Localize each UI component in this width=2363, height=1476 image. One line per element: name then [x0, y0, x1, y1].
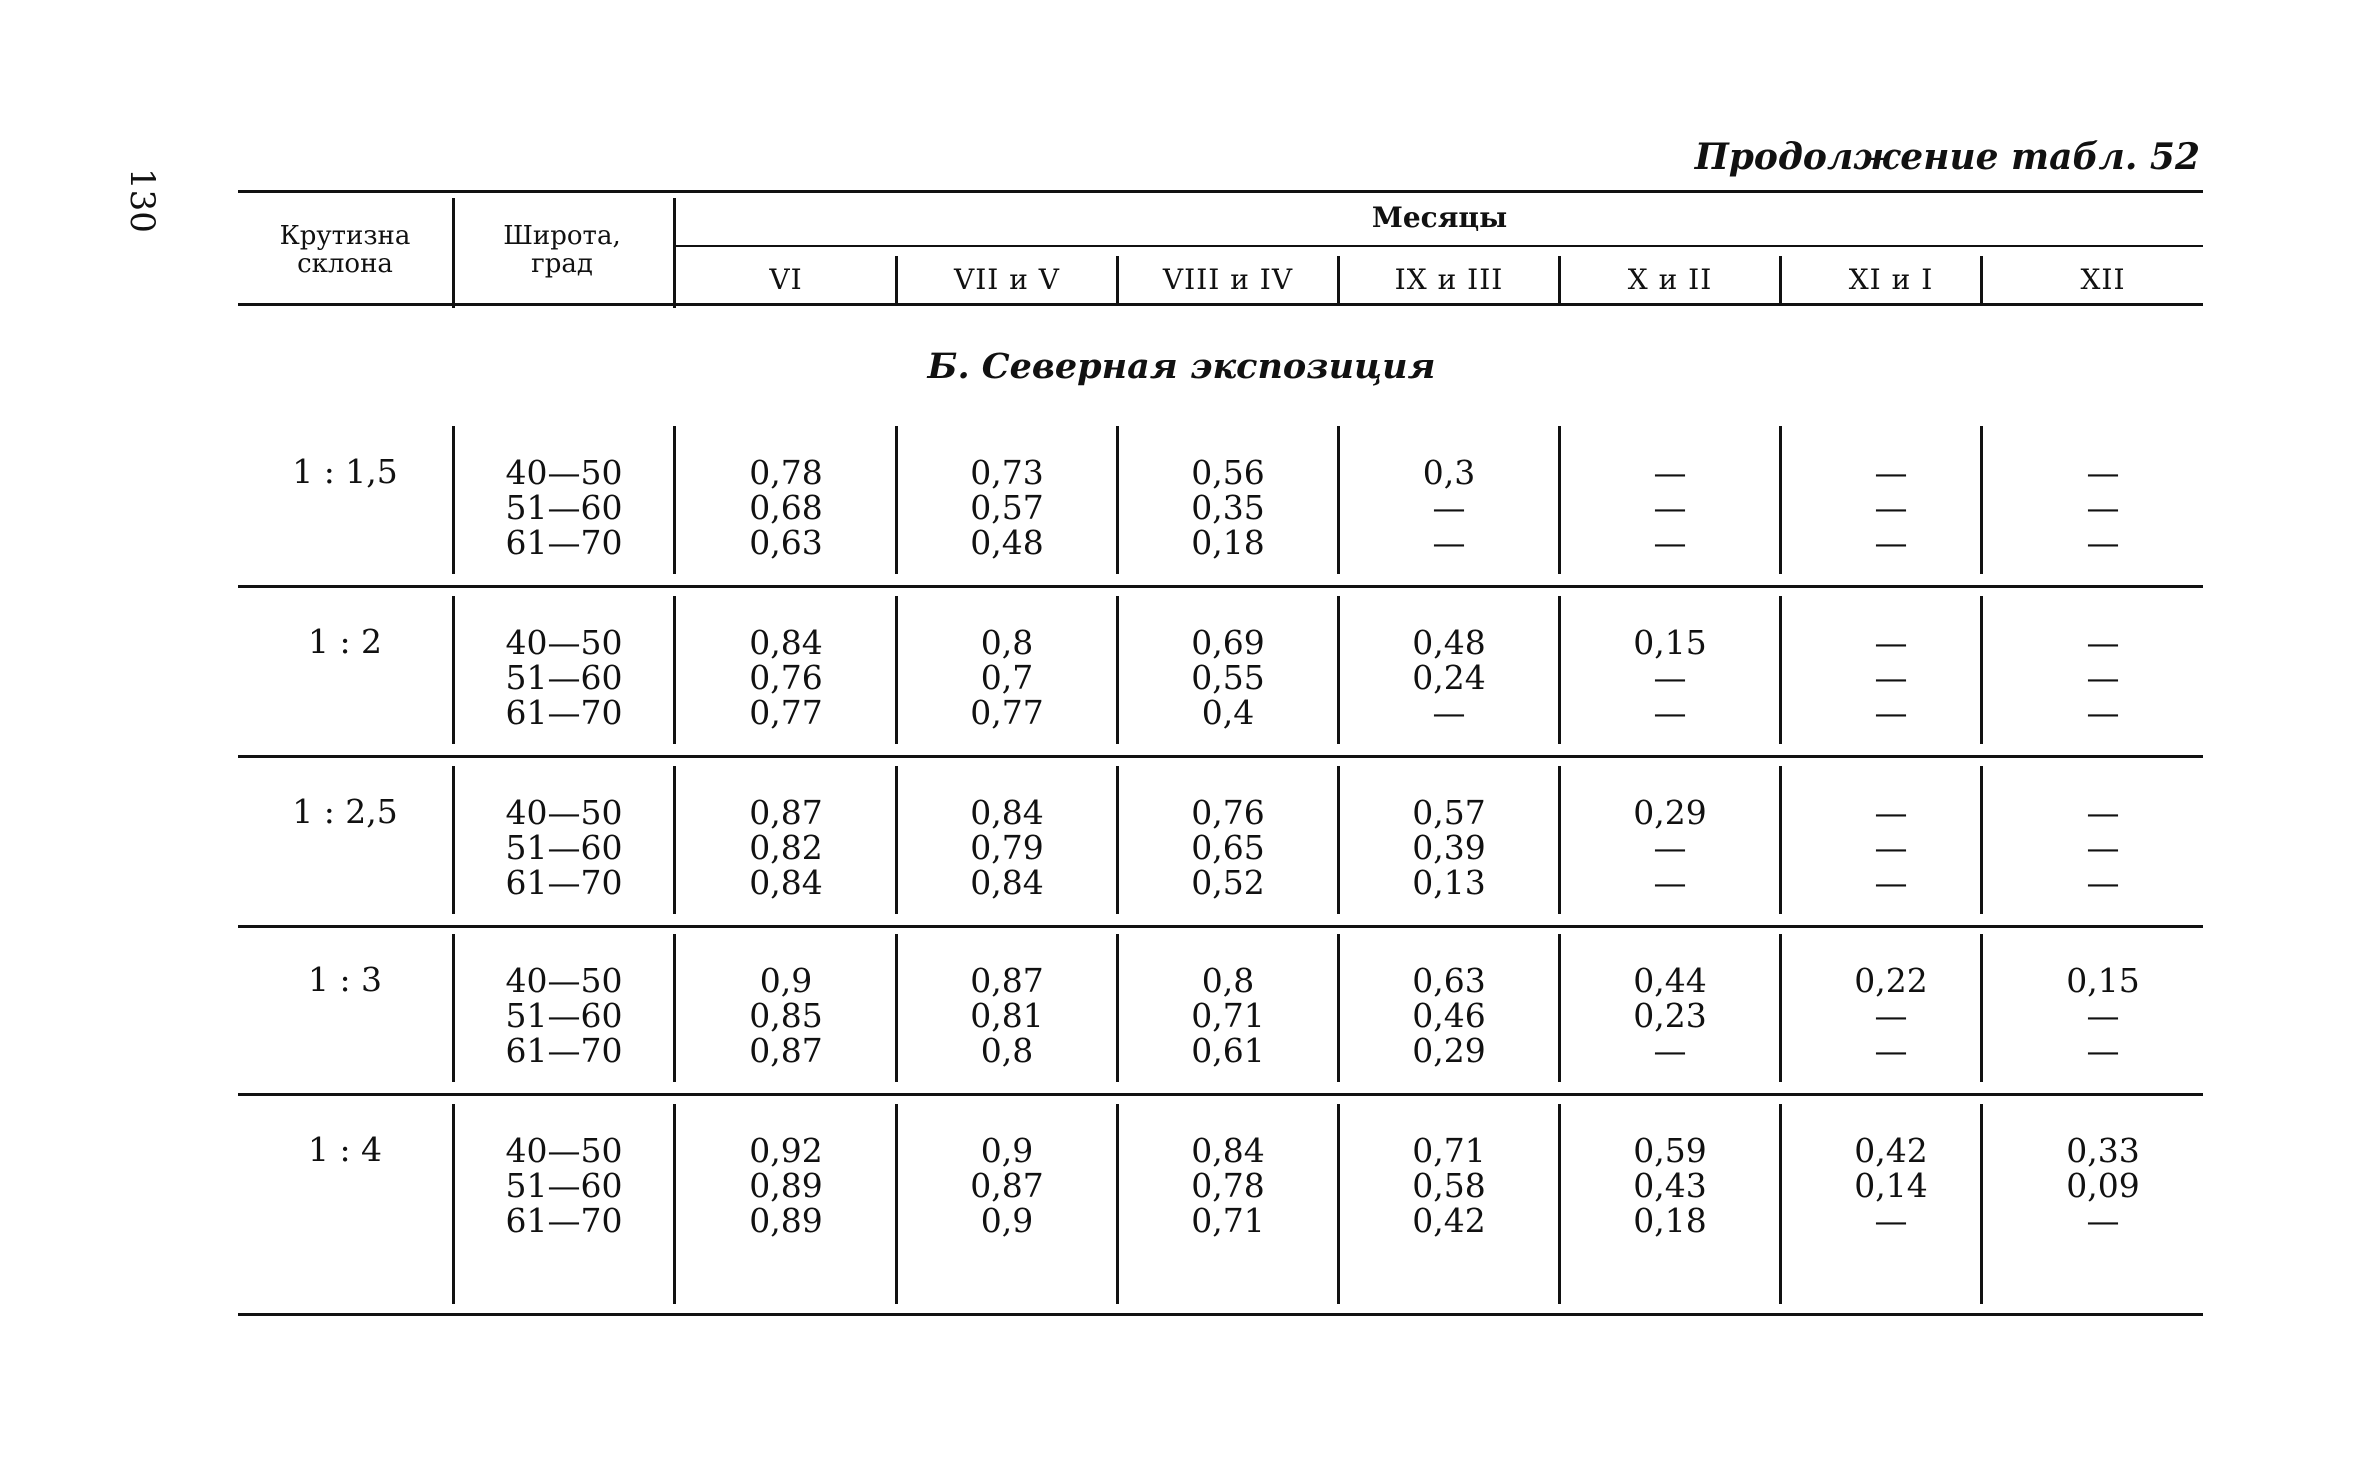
- cell-value: 0,57: [970, 488, 1044, 527]
- cell-value: —: [1432, 693, 1466, 732]
- cell-value: 0,63: [749, 523, 823, 562]
- latitude-value: 61—70: [505, 863, 623, 902]
- cell-value: 0,46: [1412, 996, 1486, 1035]
- value-cell: [1118, 1133, 1338, 1238]
- cell-value: 0,71: [1191, 1201, 1265, 1240]
- month-header: X и II: [1627, 263, 1713, 296]
- cell-value: —: [1653, 453, 1687, 492]
- cell-value: 0,33: [2066, 1131, 2140, 1170]
- cell-value: 0,84: [970, 863, 1044, 902]
- cell-value: 0,48: [970, 523, 1044, 562]
- cell-value: 0,69: [1191, 623, 1265, 662]
- cell-value: 0,18: [1633, 1201, 1707, 1240]
- value-cell: [676, 625, 896, 730]
- cell-value: —: [1874, 996, 1908, 1035]
- cell-value: —: [1874, 863, 1908, 902]
- value-cell: [676, 1133, 896, 1238]
- cell-value: 0,78: [749, 453, 823, 492]
- cell-value: 0,84: [1191, 1131, 1265, 1170]
- cell-value: 0,68: [749, 488, 823, 527]
- month-col-divider: [895, 256, 898, 306]
- latitude-value: 61—70: [505, 693, 623, 732]
- cell-value: 0,55: [1191, 658, 1265, 697]
- cell-value: 0,15: [1633, 623, 1707, 662]
- value-cell: [1118, 795, 1338, 900]
- value-cell: [676, 963, 896, 1068]
- cell-value: —: [2086, 523, 2120, 562]
- latitude-cell: [455, 1133, 673, 1238]
- cell-value: 0,8: [980, 1031, 1034, 1070]
- cell-value: 0,82: [749, 828, 823, 867]
- slope-cell: 1 : 2,5: [292, 792, 398, 831]
- cell-value: 0,09: [2066, 1166, 2140, 1205]
- latitude-cell: [455, 455, 673, 560]
- cell-value: —: [1653, 523, 1687, 562]
- cell-value: 0,56: [1191, 453, 1265, 492]
- latitude-cell: [455, 963, 673, 1068]
- cell-value: —: [1432, 488, 1466, 527]
- header-top-rule: [238, 190, 2203, 193]
- cell-value: 0,43: [1633, 1166, 1707, 1205]
- cell-value: 0,15: [2066, 961, 2140, 1000]
- value-cell: [1781, 625, 2001, 730]
- cell-value: —: [2086, 1201, 2120, 1240]
- latitude-value: 61—70: [505, 523, 623, 562]
- latitude-value: 40—50: [505, 961, 623, 1000]
- cell-value: 0,42: [1854, 1131, 1928, 1170]
- cell-value: 0,84: [970, 793, 1044, 832]
- cell-value: 0,4: [1201, 693, 1255, 732]
- cell-value: —: [1653, 1031, 1687, 1070]
- section-title: Б. Северная экспозиция: [927, 346, 1436, 387]
- page-number: 130: [122, 168, 162, 233]
- row-rule: [238, 1313, 2203, 1316]
- value-cell: [897, 963, 1117, 1068]
- cell-value: 0,92: [749, 1131, 823, 1170]
- value-cell: [1993, 1133, 2213, 1238]
- value-cell: [897, 455, 1117, 560]
- month-header: VIII и IV: [1162, 263, 1294, 296]
- cell-value: —: [1874, 488, 1908, 527]
- cell-value: —: [1874, 793, 1908, 832]
- cell-value: 0,65: [1191, 828, 1265, 867]
- latitude-cell: [455, 795, 673, 900]
- cell-value: 0,29: [1412, 1031, 1486, 1070]
- cell-value: —: [2086, 658, 2120, 697]
- cell-value: 0,79: [970, 828, 1044, 867]
- cell-value: —: [2086, 488, 2120, 527]
- cell-value: 0,9: [980, 1131, 1034, 1170]
- cell-value: 0,24: [1412, 658, 1486, 697]
- table-caption: Продолжение табл. 52: [1694, 136, 2200, 178]
- value-cell: [897, 795, 1117, 900]
- value-cell: [1339, 963, 1559, 1068]
- cell-value: 0,78: [1191, 1166, 1265, 1205]
- value-cell: [1118, 963, 1338, 1068]
- latitude-value: 61—70: [505, 1201, 623, 1240]
- cell-value: 0,85: [749, 996, 823, 1035]
- value-cell: [1560, 625, 1780, 730]
- cell-value: 0,3: [1422, 453, 1476, 492]
- latitude-value: 40—50: [505, 453, 623, 492]
- slope-cell: 1 : 2: [307, 622, 383, 661]
- value-cell: [1993, 795, 2213, 900]
- value-cell: [1339, 1133, 1559, 1238]
- cell-value: 0,84: [749, 863, 823, 902]
- latitude-cell: [455, 625, 673, 730]
- cell-value: 0,59: [1633, 1131, 1707, 1170]
- latitude-value: 40—50: [505, 1131, 623, 1170]
- cell-value: 0,14: [1854, 1166, 1928, 1205]
- cell-value: —: [1874, 523, 1908, 562]
- cell-value: 0,87: [970, 1166, 1044, 1205]
- cell-value: —: [2086, 693, 2120, 732]
- months-divider-rule: [676, 245, 2203, 247]
- cell-value: 0,35: [1191, 488, 1265, 527]
- latitude-value: 51—60: [505, 996, 623, 1035]
- slope-cell: 1 : 1,5: [292, 452, 398, 491]
- cell-value: —: [1874, 1201, 1908, 1240]
- row-rule: [238, 925, 2203, 928]
- value-cell: [1339, 455, 1559, 560]
- header-bottom-rule: [238, 303, 2203, 306]
- month-col-divider: [1558, 256, 1561, 306]
- cell-value: 0,71: [1191, 996, 1265, 1035]
- cell-value: 0,81: [970, 996, 1044, 1035]
- cell-value: 0,58: [1412, 1166, 1486, 1205]
- slope-cell: 1 : 3: [307, 960, 383, 999]
- cell-value: 0,52: [1191, 863, 1265, 902]
- value-cell: [1118, 625, 1338, 730]
- cell-value: 0,77: [749, 693, 823, 732]
- cell-value: 0,8: [980, 623, 1034, 662]
- cell-value: 0,84: [749, 623, 823, 662]
- cell-value: —: [2086, 996, 2120, 1035]
- latitude-value: 51—60: [505, 658, 623, 697]
- month-col-divider: [1779, 256, 1782, 306]
- cell-value: —: [1874, 1031, 1908, 1070]
- row-rule: [238, 755, 2203, 758]
- month-header: XI и I: [1848, 263, 1934, 296]
- value-cell: [1560, 1133, 1780, 1238]
- value-cell: [1560, 963, 1780, 1068]
- value-cell: [1339, 795, 1559, 900]
- cell-value: —: [1653, 828, 1687, 867]
- cell-value: 0,22: [1854, 961, 1928, 1000]
- cell-value: —: [2086, 453, 2120, 492]
- value-cell: [1781, 455, 2001, 560]
- row-rule: [238, 585, 2203, 588]
- latitude-value: 51—60: [505, 1166, 623, 1205]
- month-header: XII: [2080, 263, 2126, 296]
- value-cell: [897, 1133, 1117, 1238]
- cell-value: 0,89: [749, 1201, 823, 1240]
- value-cell: [1993, 455, 2213, 560]
- value-cell: [1993, 625, 2213, 730]
- month-col-divider: [1337, 256, 1340, 306]
- latitude-value: 61—70: [505, 1031, 623, 1070]
- months-header: Месяцы: [1371, 201, 1508, 234]
- cell-value: 0,73: [970, 453, 1044, 492]
- slope-cell: 1 : 4: [307, 1130, 383, 1169]
- cell-value: 0,76: [749, 658, 823, 697]
- cell-value: —: [1653, 488, 1687, 527]
- cell-value: —: [1653, 863, 1687, 902]
- cell-value: 0,7: [980, 658, 1034, 697]
- cell-value: 0,9: [980, 1201, 1034, 1240]
- slope-column-header: Крутизна склона: [279, 221, 411, 279]
- cell-value: 0,18: [1191, 523, 1265, 562]
- cell-value: 0,39: [1412, 828, 1486, 867]
- cell-value: 0,89: [749, 1166, 823, 1205]
- value-cell: [1781, 963, 2001, 1068]
- cell-value: 0,42: [1412, 1201, 1486, 1240]
- cell-value: —: [1874, 658, 1908, 697]
- value-cell: [1118, 455, 1338, 560]
- cell-value: 0,71: [1412, 1131, 1486, 1170]
- cell-value: —: [1874, 828, 1908, 867]
- cell-value: 0,87: [749, 793, 823, 832]
- value-cell: [1339, 625, 1559, 730]
- cell-value: 0,44: [1633, 961, 1707, 1000]
- latitude-value: 51—60: [505, 488, 623, 527]
- month-header: VI: [769, 263, 803, 296]
- cell-value: 0,61: [1191, 1031, 1265, 1070]
- cell-value: —: [1874, 453, 1908, 492]
- value-cell: [676, 455, 896, 560]
- cell-value: 0,9: [759, 961, 813, 1000]
- value-cell: [1560, 455, 1780, 560]
- value-cell: [1560, 795, 1780, 900]
- month-header: IX и III: [1394, 263, 1504, 296]
- cell-value: —: [1432, 523, 1466, 562]
- cell-value: —: [2086, 623, 2120, 662]
- cell-value: —: [1874, 623, 1908, 662]
- latitude-value: 40—50: [505, 623, 623, 662]
- latitude-column-header: Широта, град: [503, 221, 621, 279]
- cell-value: —: [1874, 693, 1908, 732]
- cell-value: —: [1653, 658, 1687, 697]
- latitude-value: 40—50: [505, 793, 623, 832]
- latitude-value: 51—60: [505, 828, 623, 867]
- value-cell: [1781, 795, 2001, 900]
- cell-value: 0,8: [1201, 961, 1255, 1000]
- cell-value: 0,13: [1412, 863, 1486, 902]
- cell-value: —: [2086, 1031, 2120, 1070]
- cell-value: 0,87: [749, 1031, 823, 1070]
- cell-value: 0,23: [1633, 996, 1707, 1035]
- value-cell: [897, 625, 1117, 730]
- cell-value: 0,87: [970, 961, 1044, 1000]
- value-cell: [1781, 1133, 2001, 1238]
- month-header: VII и V: [953, 263, 1061, 296]
- cell-value: 0,77: [970, 693, 1044, 732]
- cell-value: —: [1653, 693, 1687, 732]
- cell-value: 0,76: [1191, 793, 1265, 832]
- cell-value: 0,57: [1412, 793, 1486, 832]
- cell-value: 0,48: [1412, 623, 1486, 662]
- header-col-divider: [452, 198, 455, 308]
- cell-value: —: [2086, 863, 2120, 902]
- cell-value: 0,29: [1633, 793, 1707, 832]
- cell-value: 0,63: [1412, 961, 1486, 1000]
- cell-value: —: [2086, 828, 2120, 867]
- cell-value: —: [2086, 793, 2120, 832]
- value-cell: [676, 795, 896, 900]
- month-col-divider: [1116, 256, 1119, 306]
- row-rule: [238, 1093, 2203, 1096]
- month-col-divider: [1980, 256, 1983, 306]
- value-cell: [1993, 963, 2213, 1068]
